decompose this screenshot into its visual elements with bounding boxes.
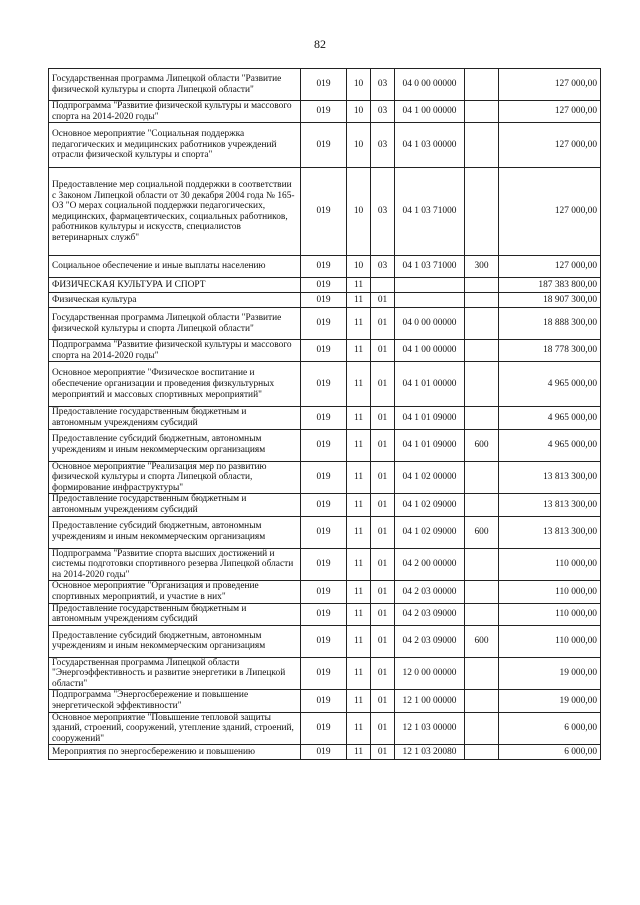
subsection-code: 01 — [371, 293, 395, 308]
amount: 19 000,00 — [499, 657, 601, 690]
admin-code: 019 — [301, 657, 347, 690]
section-code: 11 — [347, 657, 371, 690]
expense-kind — [465, 69, 499, 101]
page-number: 82 — [314, 37, 326, 51]
section-code: 11 — [347, 308, 371, 340]
subsection-code: 03 — [371, 69, 395, 101]
expense-kind — [465, 712, 499, 745]
row-name: Социальное обеспечение и иные выплаты населению — [49, 256, 301, 278]
table-row — [49, 494, 601, 516]
amount: 13 813 300,00 — [499, 516, 601, 548]
admin-code: 019 — [301, 256, 347, 278]
table-row — [49, 293, 601, 308]
subsection-code: 03 — [371, 256, 395, 278]
table-row — [49, 429, 601, 461]
amount: 127 000,00 — [499, 256, 601, 278]
admin-code: 019 — [301, 293, 347, 308]
amount: 13 813 300,00 — [499, 461, 601, 494]
expense-kind — [465, 278, 499, 293]
table-row — [49, 340, 601, 362]
row-name: Мероприятия по энергосбережению и повышению — [49, 745, 301, 760]
admin-code: 019 — [301, 603, 347, 625]
target-article: 12 1 03 00000 — [395, 712, 465, 745]
amount: 110 000,00 — [499, 581, 601, 603]
expense-kind — [465, 123, 499, 168]
expense-kind — [465, 603, 499, 625]
row-name: Подпрограмма "Энергосбережение и повышение энергетической эффективности" — [49, 690, 301, 712]
table-row — [49, 278, 601, 293]
admin-code: 019 — [301, 123, 347, 168]
admin-code: 019 — [301, 340, 347, 362]
amount: 127 000,00 — [499, 69, 601, 101]
row-name: Подпрограмма "Развитие физической культуры и массового спорта на 2014-2020 годы" — [49, 101, 301, 123]
table-row — [49, 516, 601, 548]
section-code: 11 — [347, 712, 371, 745]
target-article: 04 2 00 00000 — [395, 548, 465, 581]
amount: 127 000,00 — [499, 101, 601, 123]
expense-kind — [465, 308, 499, 340]
table-body — [49, 69, 601, 760]
subsection-code: 03 — [371, 101, 395, 123]
expense-kind — [465, 461, 499, 494]
target-article — [395, 278, 465, 293]
section-code: 11 — [347, 407, 371, 429]
row-name: Подпрограмма "Развитие физической культуры и массового спорта на 2014-2020 годы" — [49, 340, 301, 362]
admin-code: 019 — [301, 168, 347, 256]
amount: 110 000,00 — [499, 625, 601, 657]
expense-kind: 600 — [465, 625, 499, 657]
admin-code: 019 — [301, 101, 347, 123]
row-name: ФИЗИЧЕСКАЯ КУЛЬТУРА И СПОРТ — [49, 278, 301, 293]
section-code: 11 — [347, 548, 371, 581]
amount: 18 888 300,00 — [499, 308, 601, 340]
table-row — [49, 407, 601, 429]
expense-kind — [465, 362, 499, 407]
amount: 127 000,00 — [499, 123, 601, 168]
admin-code: 019 — [301, 461, 347, 494]
amount: 13 813 300,00 — [499, 494, 601, 516]
admin-code: 019 — [301, 625, 347, 657]
section-code: 11 — [347, 690, 371, 712]
target-article: 04 0 00 00000 — [395, 308, 465, 340]
row-name: Основное мероприятие "Социальная поддержка педагогических и медицинских работников учреждений отрасли физической культуры и спорта" — [49, 123, 301, 168]
expense-kind — [465, 407, 499, 429]
admin-code: 019 — [301, 278, 347, 293]
row-name: Предоставление государственным бюджетным и автономным учреждениям субсидий — [49, 407, 301, 429]
expense-kind — [465, 168, 499, 256]
table-row — [49, 712, 601, 745]
row-name: Предоставление мер социальной поддержки в соответствии с Законом Липецкой области от 30 декабря 2004 года № 165-ОЗ "О мерах социальной поддержки педагогических, медицинских, фармацевтических, социальных работников, работников культуры и искусств, специалистов ветеринарных служб" — [49, 168, 301, 256]
section-code: 10 — [347, 101, 371, 123]
row-name: Предоставление субсидий бюджетным, автономным учреждениям и иным некоммерческим организациям — [49, 516, 301, 548]
table-row — [49, 123, 601, 168]
section-code: 11 — [347, 340, 371, 362]
amount: 19 000,00 — [499, 690, 601, 712]
target-article: 04 2 03 09000 — [395, 625, 465, 657]
admin-code: 019 — [301, 712, 347, 745]
row-name: Предоставление субсидий бюджетным, автономным учреждениям и иным некоммерческим организациям — [49, 429, 301, 461]
admin-code: 019 — [301, 745, 347, 760]
subsection-code — [371, 278, 395, 293]
section-code: 11 — [347, 516, 371, 548]
admin-code: 019 — [301, 308, 347, 340]
target-article: 04 1 02 09000 — [395, 516, 465, 548]
admin-code: 019 — [301, 407, 347, 429]
subsection-code: 01 — [371, 362, 395, 407]
table-row — [49, 625, 601, 657]
section-code: 11 — [347, 278, 371, 293]
row-name: Государственная программа Липецкой области "Энергоэффективность и развитие энергетики в Липецкой области" — [49, 657, 301, 690]
subsection-code: 01 — [371, 407, 395, 429]
amount: 4 965 000,00 — [499, 362, 601, 407]
table-row — [49, 362, 601, 407]
section-code: 10 — [347, 69, 371, 101]
target-article: 04 1 02 09000 — [395, 494, 465, 516]
section-code: 11 — [347, 362, 371, 407]
section-code: 11 — [347, 603, 371, 625]
section-code: 10 — [347, 123, 371, 168]
section-code: 11 — [347, 625, 371, 657]
row-name: Подпрограмма "Развитие спорта высших достижений и системы подготовки спортивного резерва Липецкой области на 2014-2020 годы" — [49, 548, 301, 581]
section-code: 11 — [347, 745, 371, 760]
table-row — [49, 548, 601, 581]
subsection-code: 01 — [371, 548, 395, 581]
section-code: 11 — [347, 494, 371, 516]
subsection-code: 01 — [371, 429, 395, 461]
amount: 4 965 000,00 — [499, 429, 601, 461]
table-row — [49, 168, 601, 256]
subsection-code: 01 — [371, 308, 395, 340]
expense-kind — [465, 745, 499, 760]
table-row — [49, 690, 601, 712]
section-code: 11 — [347, 429, 371, 461]
expense-kind — [465, 581, 499, 603]
section-code: 11 — [347, 581, 371, 603]
table-row — [49, 101, 601, 123]
row-name: Основное мероприятие "Физическое воспитание и обеспечение организации и проведения физкультурных мероприятий и массовых спортивных мероприятий" — [49, 362, 301, 407]
expense-kind — [465, 690, 499, 712]
target-article: 12 1 03 20080 — [395, 745, 465, 760]
target-article: 04 1 01 09000 — [395, 407, 465, 429]
expense-kind: 600 — [465, 429, 499, 461]
table-row — [49, 69, 601, 101]
amount: 4 965 000,00 — [499, 407, 601, 429]
target-article — [395, 293, 465, 308]
budget-table — [48, 68, 601, 760]
row-name: Государственная программа Липецкой области "Развитие физической культуры и спорта Липецкой области" — [49, 69, 301, 101]
target-article: 04 1 00 00000 — [395, 101, 465, 123]
row-name: Предоставление субсидий бюджетным, автономным учреждениям и иным некоммерческим организациям — [49, 625, 301, 657]
admin-code: 019 — [301, 516, 347, 548]
target-article: 04 1 02 00000 — [395, 461, 465, 494]
target-article: 04 1 03 71000 — [395, 256, 465, 278]
table-row — [49, 657, 601, 690]
amount: 127 000,00 — [499, 168, 601, 256]
subsection-code: 03 — [371, 123, 395, 168]
admin-code: 019 — [301, 362, 347, 407]
amount: 110 000,00 — [499, 603, 601, 625]
admin-code: 019 — [301, 429, 347, 461]
table-row — [49, 461, 601, 494]
amount: 6 000,00 — [499, 745, 601, 760]
subsection-code: 01 — [371, 603, 395, 625]
table-row — [49, 308, 601, 340]
amount: 18 907 300,00 — [499, 293, 601, 308]
section-code: 10 — [347, 256, 371, 278]
row-name: Основное мероприятие "Организация и проведение спортивных мероприятий, и участие в них" — [49, 581, 301, 603]
row-name: Государственная программа Липецкой области "Развитие физической культуры и спорта Липецкой области" — [49, 308, 301, 340]
admin-code: 019 — [301, 494, 347, 516]
subsection-code: 01 — [371, 745, 395, 760]
admin-code: 019 — [301, 548, 347, 581]
expense-kind: 300 — [465, 256, 499, 278]
section-code: 11 — [347, 293, 371, 308]
subsection-code: 01 — [371, 461, 395, 494]
subsection-code: 01 — [371, 340, 395, 362]
expense-kind — [465, 101, 499, 123]
subsection-code: 01 — [371, 581, 395, 603]
table-row — [49, 256, 601, 278]
expense-kind — [465, 548, 499, 581]
target-article: 12 0 00 00000 — [395, 657, 465, 690]
subsection-code: 01 — [371, 657, 395, 690]
amount: 6 000,00 — [499, 712, 601, 745]
expense-kind: 600 — [465, 516, 499, 548]
expense-kind — [465, 657, 499, 690]
admin-code: 019 — [301, 69, 347, 101]
expense-kind — [465, 494, 499, 516]
table-row — [49, 603, 601, 625]
expense-kind — [465, 340, 499, 362]
table-row — [49, 745, 601, 760]
subsection-code: 03 — [371, 168, 395, 256]
target-article: 04 1 01 09000 — [395, 429, 465, 461]
admin-code: 019 — [301, 581, 347, 603]
target-article: 04 1 01 00000 — [395, 362, 465, 407]
row-name: Основное мероприятие "Реализация мер по развитию физической культуры и спорта Липецкой области, формирование инфраструктуры" — [49, 461, 301, 494]
expense-kind — [465, 293, 499, 308]
amount: 187 383 800,00 — [499, 278, 601, 293]
row-name: Основное мероприятие "Повышение тепловой защиты зданий, строений, сооружений, утепление зданий, строений, сооружений" — [49, 712, 301, 745]
amount: 18 778 300,00 — [499, 340, 601, 362]
section-code: 11 — [347, 461, 371, 494]
row-name: Предоставление государственным бюджетным и автономным учреждениям субсидий — [49, 603, 301, 625]
target-article: 04 1 03 71000 — [395, 168, 465, 256]
table-row — [49, 581, 601, 603]
target-article: 04 1 03 00000 — [395, 123, 465, 168]
subsection-code: 01 — [371, 494, 395, 516]
section-code: 10 — [347, 168, 371, 256]
subsection-code: 01 — [371, 712, 395, 745]
target-article: 04 2 03 00000 — [395, 581, 465, 603]
subsection-code: 01 — [371, 690, 395, 712]
row-name: Физическая культура — [49, 293, 301, 308]
target-article: 12 1 00 00000 — [395, 690, 465, 712]
target-article: 04 2 03 09000 — [395, 603, 465, 625]
subsection-code: 01 — [371, 625, 395, 657]
target-article: 04 1 00 00000 — [395, 340, 465, 362]
target-article: 04 0 00 00000 — [395, 69, 465, 101]
amount: 110 000,00 — [499, 548, 601, 581]
admin-code: 019 — [301, 690, 347, 712]
row-name: Предоставление государственным бюджетным и автономным учреждениям субсидий — [49, 494, 301, 516]
subsection-code: 01 — [371, 516, 395, 548]
